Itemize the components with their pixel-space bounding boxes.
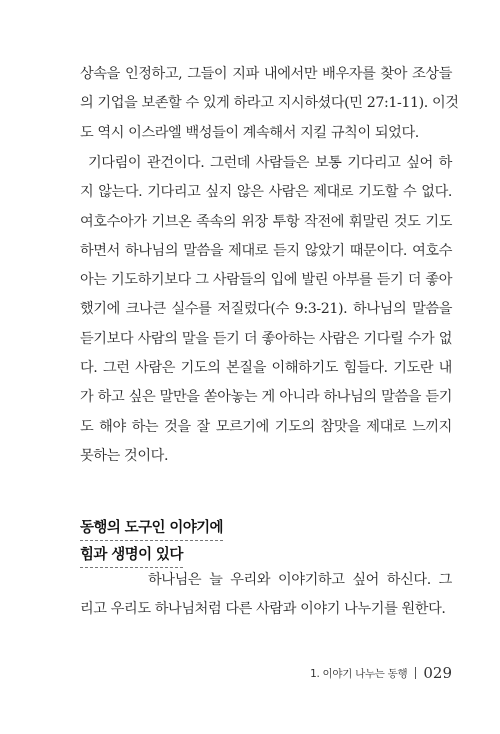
paragraph-1 — [80, 60, 459, 148]
text-line: 듣기보다 사람의 말을 듣기 더 좋아하는 사람은 기다릴 수가 없 — [80, 330, 452, 347]
footer-divider — [415, 667, 416, 679]
text-line: 했기에 크나큰 실수를 저질렀다(수 9:3-21). 하나님의 말씀을 — [80, 301, 452, 318]
text-line: 지 않는다. 기다리고 싶지 않은 사람은 제대로 기도할 수 없다. — [80, 184, 452, 201]
paragraph-3 — [80, 566, 452, 625]
page-number: 029 — [423, 664, 452, 682]
text-line: 리고 우리도 하나님처럼 다른 사람과 이야기 나누기를 원한다. — [80, 601, 446, 618]
text-line: 상속을 인정하고, 그들이 지파 내에서만 배우자를 찾아 조상들 — [80, 66, 452, 82]
text-line: 기다림이 관건이다. 그런데 사람들은 보통 기다리고 싶어 하 — [88, 155, 452, 171]
text-line: 여호수아가 기브온 족속의 위장 투항 작전에 휘말린 것도 기도 — [80, 213, 452, 230]
text-line: 도 역시 이스라엘 백성들이 계속해서 지킬 규칙이 되었다. — [80, 124, 419, 141]
text-line: 하나님은 늘 우리와 이야기하고 싶어 하신다. 그 — [148, 572, 452, 588]
section-heading-line-2: 힘과 생명이 있다 — [80, 543, 183, 568]
chapter-title: 1. 이야기 나누는 동행 — [310, 667, 408, 680]
text-line: 하면서 하나님의 말씀을 제대로 듣지 않았기 때문이다. 여호수 — [80, 242, 452, 259]
text-line: 의 기업을 보존할 수 있게 하라고 지시하셨다(민 27:1-11). 이것 — [80, 95, 459, 112]
text-line: 다. 그런 사람은 기도의 본질을 이해하기도 힘들다. 기도란 내 — [80, 360, 452, 377]
text-line: 아는 기도하기보다 그 사람들의 입에 발린 아부를 듣기 더 좋아 — [80, 272, 452, 289]
page-footer — [310, 664, 452, 682]
text-line: 못하는 것이다. — [80, 447, 169, 464]
paragraph-2 — [80, 149, 452, 471]
text-line: 가 하고 싶은 말만을 쏟아놓는 게 아니라 하나님의 말씀을 듣기 — [80, 389, 452, 406]
text-line: 도 해야 하는 것을 잘 모르기에 기도의 참맛을 제대로 느끼지 — [80, 418, 452, 435]
section-heading-line-1: 동행의 도구인 이야기에 — [80, 516, 223, 541]
